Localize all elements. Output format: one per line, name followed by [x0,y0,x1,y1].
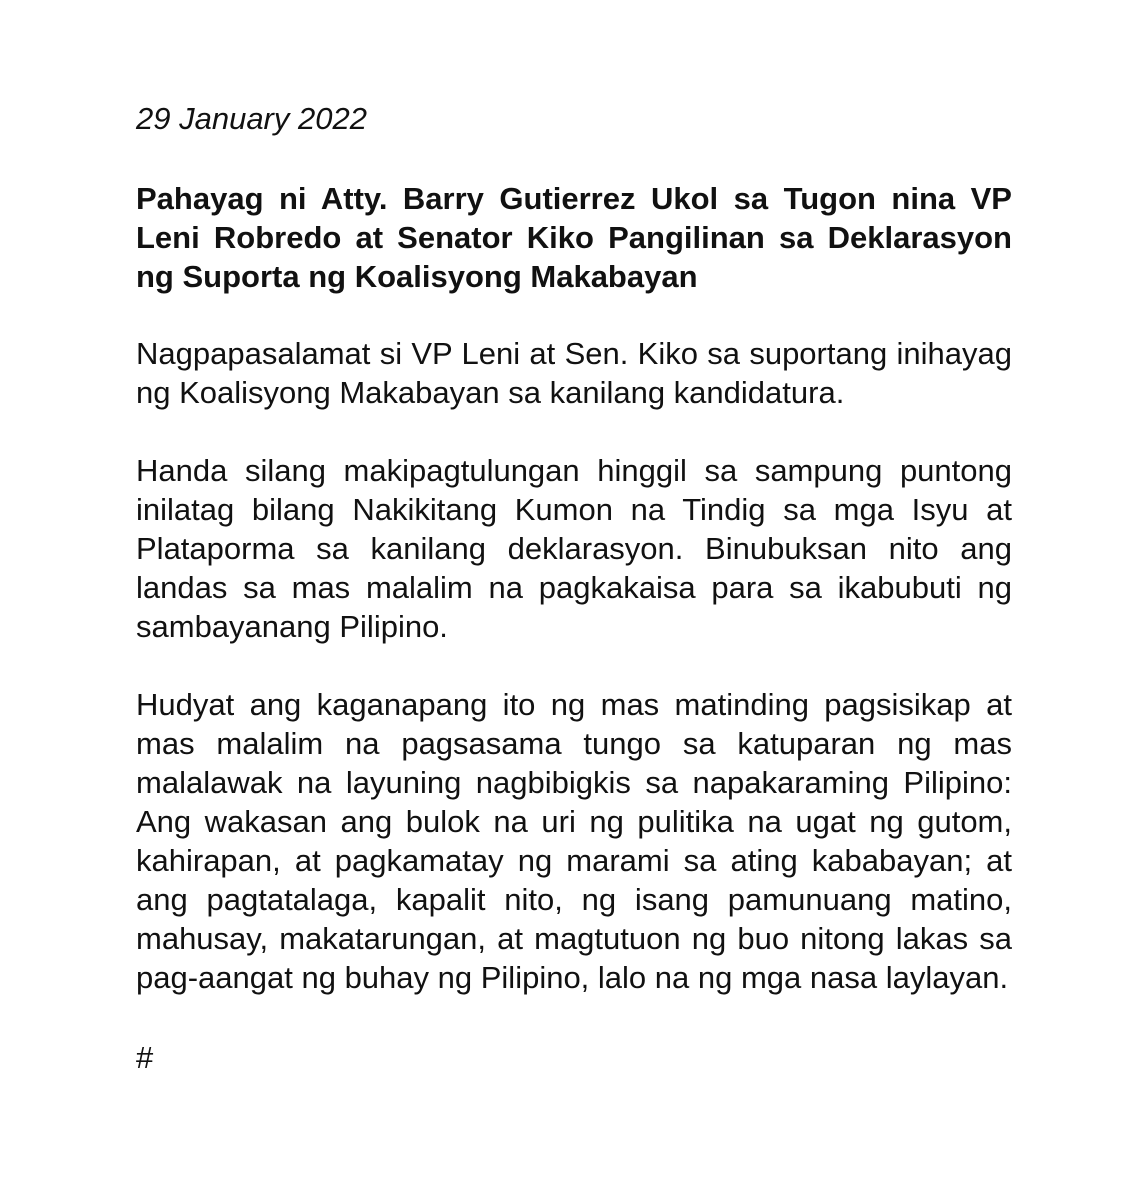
statement-date: 29 January 2022 [136,101,367,136]
paragraph-3: Hudyat ang kaganapang ito ng mas matinding pagsisikap at mas malalim na pagsasama tungo sa katuparan ng mas malalawak na layuning nagbibigkis sa napakaraming Pilipino: Ang wakasan ang bulok na uri ng pulitika na ugat ng gutom, kahirapan, at pagkamatay ng marami sa ating kababayan; at ang pagtatalaga, kapalit nito, ng isang pamunuang matino, mahusay, makatarungan, at magtutuon ng buo nitong lakas sa pag-aangat ng buhay ng Pilipino, lalo na ng mga nasa laylayan. [136,687,1012,995]
end-mark: # [136,1040,154,1075]
statement-document [136,96,1012,1077]
statement-title: Pahayag ni Atty. Barry Gutierrez Ukol sa Tugon nina VP Leni Robredo at Senator Kiko Pangilinan sa Deklarasyon ng Suporta ng Koalisyong Makabayan [136,181,1012,294]
paragraph-1: Nagpapasalamat si VP Leni at Sen. Kiko sa suportang inihayag ng Koalisyong Makabayan sa kanilang kandidatura. [136,336,1012,410]
paragraph-2: Handa silang makipagtulungan hinggil sa sampung puntong inilatag bilang Nakikitang Kumon na Tindig sa mga Isyu at Plataporma sa kanilang deklarasyon. Binubuksan nito ang landas sa mas malalim na pagkakaisa para sa ikabubuti ng sambayanang Pilipino. [136,453,1012,644]
